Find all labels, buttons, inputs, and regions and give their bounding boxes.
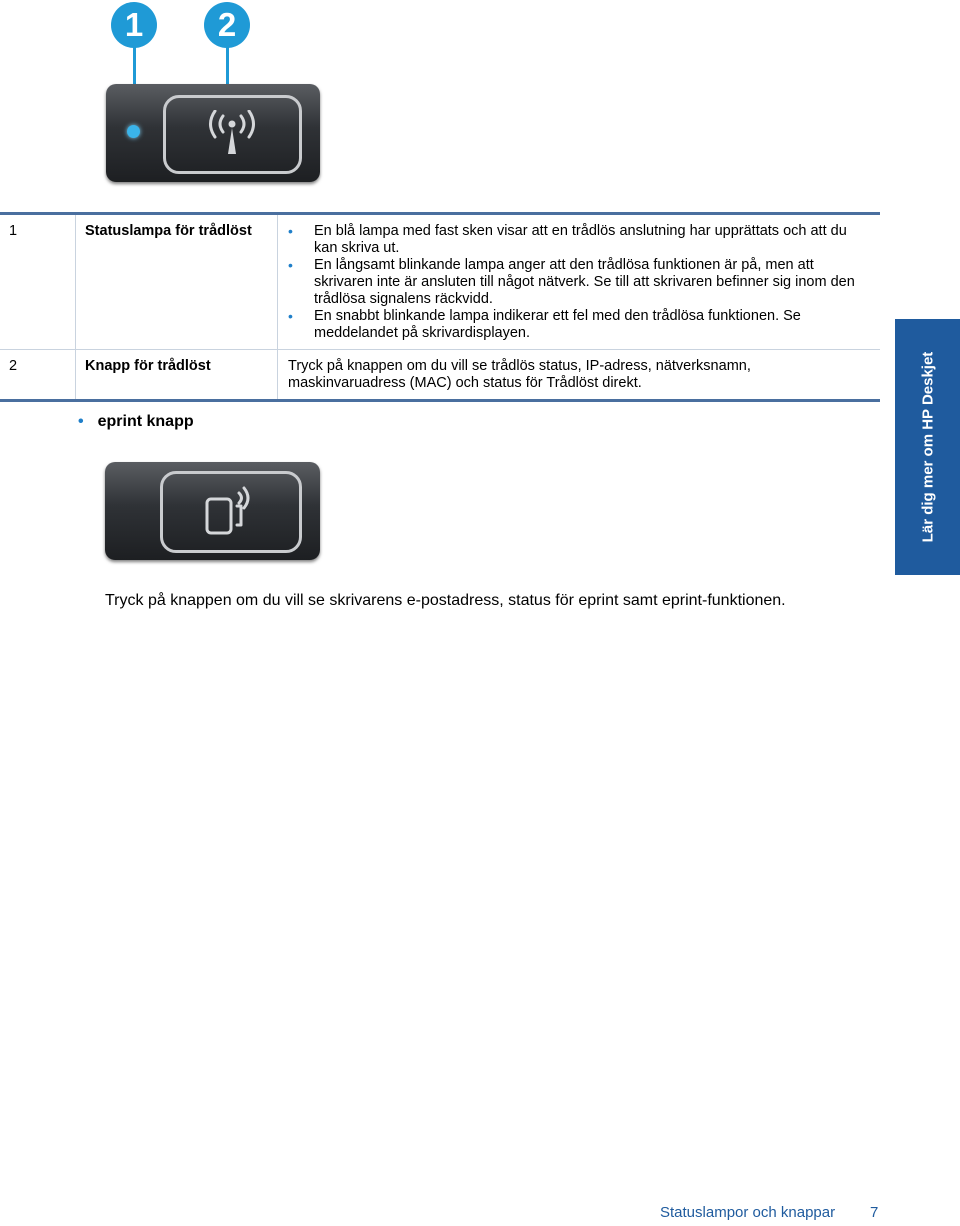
eprint-heading [78,413,194,431]
table-row [0,350,880,401]
row-name: Statuslampa för trådlöst [76,215,278,350]
wireless-icon [202,110,262,156]
row-description [278,215,881,350]
row-number: 1 [0,215,76,350]
callout-2: 2 [204,2,250,48]
wireless-panel-image [106,84,320,182]
list-item: • En blå lampa med fast sken visar att en trådlös anslutning har upprättats och att du kan skriva ut. [288,223,872,257]
bullet-list [288,223,872,342]
eprint-button[interactable] [160,471,302,553]
side-tab [895,319,960,575]
button-info-table [0,212,880,402]
page-number: 7 [870,1204,879,1221]
eprint-icon [201,485,259,537]
wireless-button[interactable] [163,95,302,174]
eprint-heading-text: eprint knapp [97,413,194,430]
row-name: Knapp för trådlöst [76,350,278,401]
eprint-description: Tryck på knappen om du vill se skrivarens e-postadress, status för eprint samt eprint-funktionen. [105,592,786,609]
row-number: 2 [0,350,76,401]
footer-section-title: Statuslampor och knappar [660,1204,836,1221]
side-tab-label: Lär dig mer om HP Deskjet [919,351,936,543]
table-row [0,215,880,350]
row-description: Tryck på knappen om du vill se trådlös status, IP-adress, nätverksnamn, maskinvaruadress (MAC) och status för Trådlöst direkt. [288,358,751,391]
list-item: • En snabbt blinkande lampa indikerar ett fel med den trådlösa funktionen. Se meddelandet på skrivardisplayen. [288,308,872,342]
bullet-icon: • [78,413,84,430]
status-light-icon [127,125,140,138]
eprint-panel-image [105,462,320,560]
callout-1: 1 [111,2,157,48]
list-item: • En långsamt blinkande lampa anger att den trådlösa funktionen är på, men att skrivaren inte är ansluten till något nätverk. Se till att skrivaren befinner sig inom den trådlösa signalens räckvidd. [288,257,872,308]
